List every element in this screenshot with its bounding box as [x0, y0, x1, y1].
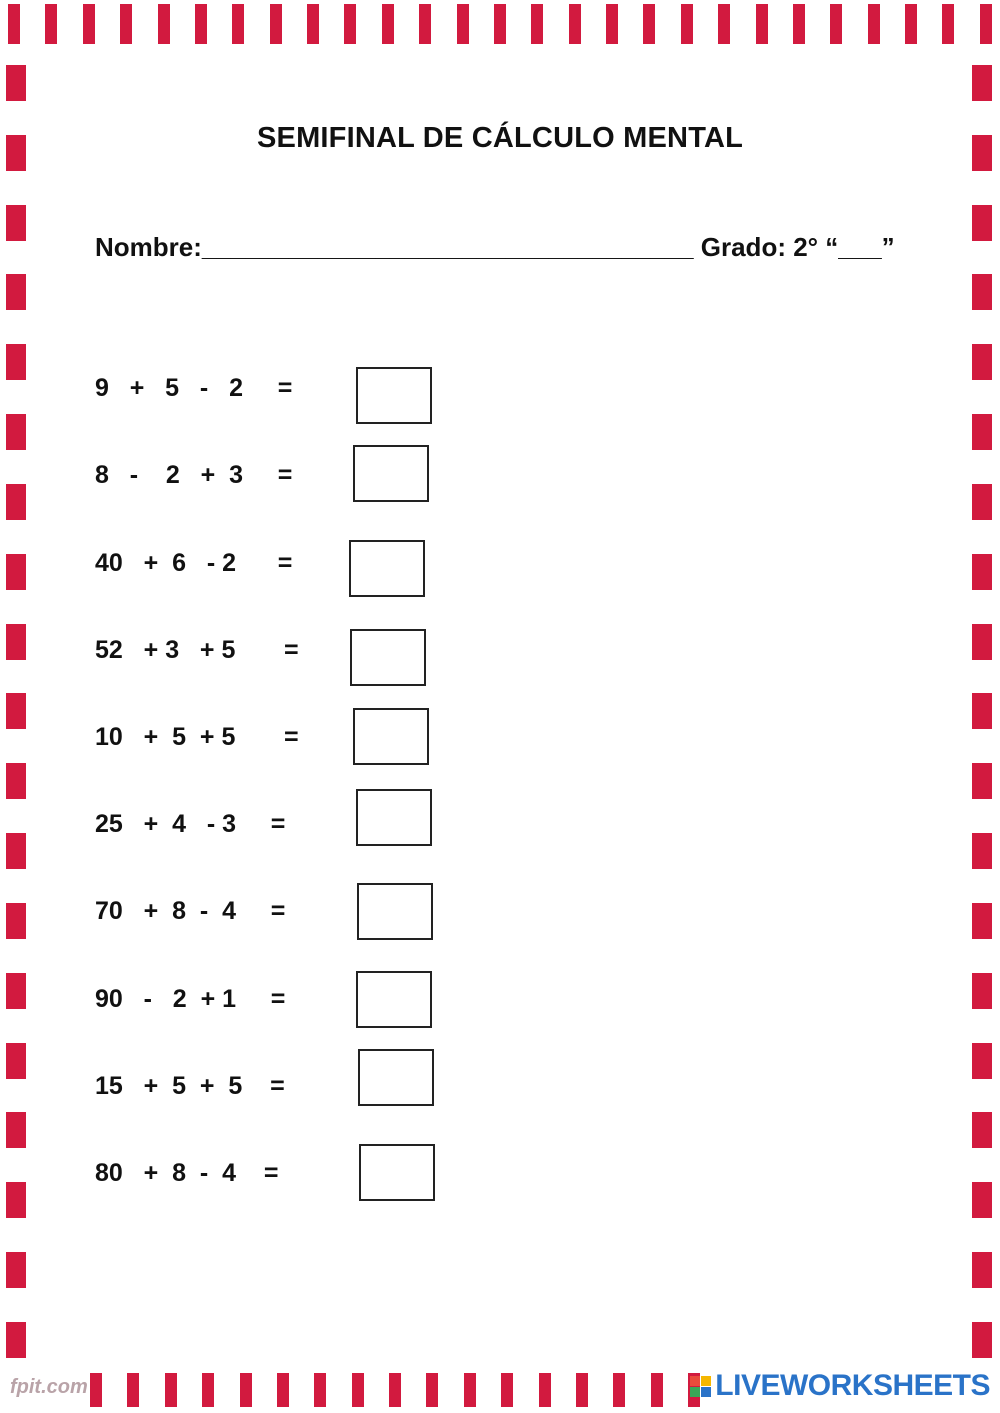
- answer-box[interactable]: [356, 971, 432, 1028]
- border-segment: [45, 4, 57, 44]
- border-segment: [83, 4, 95, 44]
- decorative-border-left: [6, 65, 26, 1358]
- border-segment: [972, 624, 992, 660]
- border-segment: [972, 1252, 992, 1288]
- border-segment: [202, 1373, 214, 1407]
- border-segment: [158, 4, 170, 44]
- border-segment: [195, 4, 207, 44]
- border-segment: [793, 4, 805, 44]
- border-segment: [643, 4, 655, 44]
- border-segment: [972, 1112, 992, 1148]
- border-segment: [972, 65, 992, 101]
- border-segment: [127, 1373, 139, 1407]
- name-grade-line: Nombre:__________________________________ Grado: 2° “___”: [95, 232, 895, 262]
- border-segment: [6, 205, 26, 241]
- border-segment: [344, 4, 356, 44]
- math-problem: 52 + 3 + 5 =: [95, 636, 299, 664]
- border-segment: [240, 1373, 252, 1407]
- border-segment: [6, 1182, 26, 1218]
- math-problem: 40 + 6 - 2 =: [95, 549, 293, 577]
- math-problem: 15 + 5 + 5 =: [95, 1072, 285, 1100]
- border-segment: [972, 414, 992, 450]
- border-segment: [576, 1373, 588, 1407]
- border-segment: [6, 1043, 26, 1079]
- border-segment: [972, 973, 992, 1009]
- border-segment: [6, 624, 26, 660]
- border-segment: [6, 973, 26, 1009]
- border-segment: [972, 1322, 992, 1358]
- border-segment: [6, 833, 26, 869]
- math-problem: 25 + 4 - 3 =: [95, 810, 286, 838]
- liveworksheets-icon: [690, 1376, 711, 1397]
- border-segment: [972, 1043, 992, 1079]
- border-segment: [868, 4, 880, 44]
- answer-box[interactable]: [349, 540, 425, 597]
- answer-box[interactable]: [356, 789, 432, 846]
- border-segment: [6, 414, 26, 450]
- math-problem: 70 + 8 - 4 =: [95, 897, 286, 925]
- border-segment: [830, 4, 842, 44]
- border-segment: [972, 554, 992, 590]
- math-problem: 90 - 2 + 1 =: [95, 985, 286, 1013]
- border-segment: [6, 1252, 26, 1288]
- border-segment: [90, 1373, 102, 1407]
- page-title: SEMIFINAL DE CÁLCULO MENTAL: [256, 122, 744, 154]
- border-segment: [972, 763, 992, 799]
- border-segment: [6, 903, 26, 939]
- border-segment: [972, 693, 992, 729]
- border-segment: [389, 1373, 401, 1407]
- border-segment: [6, 693, 26, 729]
- border-segment: [613, 1373, 625, 1407]
- answer-box[interactable]: [359, 1144, 435, 1201]
- liveworksheets-brand: LIVEWORKSHEETS: [715, 1369, 990, 1402]
- math-problem: 9 + 5 - 2 =: [95, 374, 293, 402]
- border-segment: [6, 274, 26, 310]
- decorative-border-bottom: [90, 1373, 700, 1407]
- answer-box[interactable]: [350, 629, 426, 686]
- border-segment: [972, 344, 992, 380]
- liveworksheets-logo[interactable]: [690, 1369, 990, 1403]
- border-segment: [6, 1322, 26, 1358]
- border-segment: [905, 4, 917, 44]
- border-segment: [457, 4, 469, 44]
- border-segment: [277, 1373, 289, 1407]
- border-segment: [6, 554, 26, 590]
- border-segment: [942, 4, 954, 44]
- answer-box[interactable]: [353, 445, 429, 502]
- border-segment: [569, 4, 581, 44]
- border-segment: [681, 4, 693, 44]
- border-segment: [972, 1182, 992, 1218]
- border-segment: [972, 484, 992, 520]
- border-segment: [756, 4, 768, 44]
- border-segment: [120, 4, 132, 44]
- border-segment: [165, 1373, 177, 1407]
- answer-box[interactable]: [358, 1049, 434, 1106]
- border-segment: [352, 1373, 364, 1407]
- border-segment: [972, 205, 992, 241]
- answer-box[interactable]: [356, 367, 432, 424]
- border-segment: [972, 833, 992, 869]
- border-segment: [539, 1373, 551, 1407]
- border-segment: [426, 1373, 438, 1407]
- border-segment: [270, 4, 282, 44]
- math-problem: 10 + 5 + 5 =: [95, 723, 299, 751]
- border-segment: [6, 344, 26, 380]
- border-segment: [972, 274, 992, 310]
- border-segment: [307, 4, 319, 44]
- border-segment: [531, 4, 543, 44]
- math-problem: 8 - 2 + 3 =: [95, 461, 293, 489]
- border-segment: [314, 1373, 326, 1407]
- answer-box[interactable]: [353, 708, 429, 765]
- border-segment: [6, 1112, 26, 1148]
- decorative-border-right: [972, 65, 992, 1358]
- border-segment: [651, 1373, 663, 1407]
- border-segment: [501, 1373, 513, 1407]
- border-segment: [494, 4, 506, 44]
- border-segment: [232, 4, 244, 44]
- decorative-border-top: [8, 4, 992, 44]
- border-segment: [382, 4, 394, 44]
- border-segment: [6, 65, 26, 101]
- border-segment: [8, 4, 20, 44]
- border-segment: [6, 763, 26, 799]
- border-segment: [6, 484, 26, 520]
- border-segment: [419, 4, 431, 44]
- answer-box[interactable]: [357, 883, 433, 940]
- border-segment: [464, 1373, 476, 1407]
- border-segment: [980, 4, 992, 44]
- math-problem: 80 + 8 - 4 =: [95, 1159, 279, 1187]
- corner-watermark: fpit.com: [10, 1376, 88, 1398]
- border-segment: [972, 903, 992, 939]
- border-segment: [606, 4, 618, 44]
- border-segment: [718, 4, 730, 44]
